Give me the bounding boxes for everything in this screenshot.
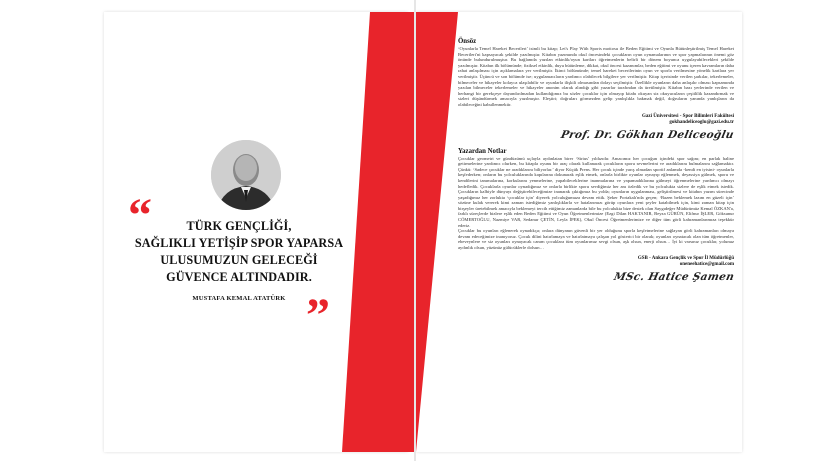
open-quote-mark: “: [128, 189, 152, 242]
foreword-affiliation: [458, 114, 734, 126]
affiliation-line: Gazi Üniversitesi - Spor Bilimleri Fakültesi: [642, 113, 734, 119]
red-diagonal-band: [340, 12, 460, 452]
notes-signature-text: MSc. Hatice Şamen: [612, 270, 736, 283]
motto-quote: [128, 218, 350, 286]
affiliation-email: gokhandeliceoglu@gazi.edu.tr: [669, 119, 734, 125]
foreword-signature-text: Prof. Dr. Gökhan Deliceoğlu: [559, 128, 736, 141]
affiliation-email: oneneehatice@gmail.com: [679, 261, 734, 267]
notes-heading: Yazardan Notlar: [458, 147, 507, 155]
notes-body-1: Çocuklar geometri ve gündüzümü uçlayla aydınlatan birer ‘Sirius’ yıldızıdır. Amacımız her çocuğun içindeki spor sağını; en parlak haline getirmelerine yardımcı olurken, bu kitapla oyunu bir araç olarak kullanarak çocukların sporu sevmelerini ve aradıklarını bulmalarını sağlamaktır. Çünkü: ‘Sadece çocuklar ne aradıklarını biliyorlar.’ diyor Küçük Prens. Her çocuk içinde yarış olmadan sportif anlamda -kendi en iyisini- oyunlarla keşfederken; onların bu yolculuklarında kapılarına dokunarak eşlik etmek, onlarla birlikte oyunlar oynayıp eğlenmek, deyassiya gülmek, sporu ve kendilerini tanımalarına, korkularını yenmelerine, yapabileceklerine inanmalarına ve yapamadıklarına gülmeyi öğrenmelerine yardımcı olmayı hedefledik. Çocuklarla oyunlar oynadığımız ve onlarla birlikte sporu sevdiğimiz her anı özledik ve bu yolculukta sizlere de eşlik etmek istedik. Çocukların kalbiyle dünyayı değiştirebileceğimize inanarak çıktığımız bu yolda; oyunların uygulanması, geliştirilmesi ve kitabın yazım sürecinde yaşadığımız her zorlukta ‘çocuklar için’ diyerek yolculuğumuza devam ettik. Şeker Portakalı'nda geçen; ‘Bazen beklemek lazım en güzeli için’ sözüne kulak vererek kimi zaman istediğimiz yanlışlıklarla ve hatalarımızı görüp oyunlara yeni şeyler katabilmek için, kimi zaman kitap için birşeyler üretebilmek amacıyla beklemeyi tercih ettiğimiz zamanlarda bile bu yolculukta bize destek olan Saygıdeğer Müdürümüz Kemal ÖZKAN'a, farklı süreçlerde bizlere eşlik eden Beden Eğitimi ve Oyun Öğretmenlerimize (Ezgi Dilan HAKTANIR, Beyza GÜRÜN, Elifnur İŞLER, Göksunur CÖMERTOĞLU, Nazmiye VAR, Sedanur ÇETİN, Leyla İPEK), Okul Öncesi Öğretmenlerimize ve diğer tüm görli kahramanlarımıza teşekkür ederiz.: [458, 155, 734, 228]
motto-line: SAĞLIKLI YETİŞİP SPOR YAPARSA: [134, 236, 344, 250]
close-quote-mark: ”: [306, 289, 330, 342]
notes-affiliation: [458, 256, 734, 268]
quote-author: MUSTAFA KEMAL ATATÜRK: [192, 295, 286, 302]
motto-line: TÜRK GENÇLİĞİ,: [186, 219, 292, 233]
foreword-body: ‘Oyunlarla Temel Hareket Becerileri’ isimli bu kitap; Let's Play With Sports mottosu ile Beden Eğitimi ve Oyunla Bütünleştirilmiş Temel Hareket Becerileri'ni kapsayacak şekilde yazılmıştır. Kitabın yazımında okul öncesindeki çocukların oyun oynamalarının ve spor yapmalarının önemi göz önünde bulundurulmuştur. Bu bağlamda yazılan etkinlik/oyun kartları öğretmenlerin belirli bir dönem boyunca uygulayabilecekleri şekilde yazılmıştır. Kitabın ilk bölümünde; fiziksel etkinlik, duyu bütünleme, dikkat, okul öncesi kazanımlar, beden eğitimi ve oyunu içeren kavramların daha rahat anlaşılması için açıklamalara yer verilmiştir. İkinci bölümünde; temel hareket becerilerinin oyun ve sporla verilmesine yönelik kartlara yer verilmiştir. Üçüncü ve son bölümde ise; uygulamacıların yardımcı olabilecek bilgilere yer verilmiştir. Kitap içerisinde verilen şarkılar, tekerlemeler, bilmeceler ve hikayeler kolayca ulaşılabilir ve oyunlarla ilişkili olmasından dolayı seçilmiştir. Özellikle oyunların daha anlaşılır olması kapsamında yazılan bilmeceler tekerlemeler ve hikayeler anonim olarak alındığı gibi yazarlar tarafından da üretilmiştir. Kitabın bazı yerlerinde verilen ve herhangi bir gerekçeye dayandırılmadan kullandığımız bu sözler çocuklar için olmayıp kitabı okuyan siz okuyucuların çeşitlilik kazandırmak ve sizleri düşündürmek amacıyla yazılmıştır. Eleştiri; doğruları görmezden gelip yanlışlıkla bakmak değil, doğruların yanında yanlışların da olabileceğini kabullenmektir.: [458, 46, 735, 107]
ataturk-portrait-image: [211, 140, 281, 210]
affiliation-line: GSB - Ankara Gençlik ve Spor İl Müdürlüğü: [637, 255, 734, 261]
page-spine: [414, 0, 416, 461]
notes-body-2: Çocuklar bu oyunları eğlenerek oynadıkça; onlara dünyanın güvenli bir yer olduğunu sporla keşfetmelerine sağlayan görli kahramanları olmaya devam edeceğimize inanıyoruz. Çocuk dilini hatırlamaya ve hatırlatmaya çalışan yol gösterici bir olarak; oyunları oynatacak olan tüm öğretmenler, ebeveynlere ve siz oyunları oynayacak canım çocuklara tüm oyunlarımız sevgi olsun, aşk olsun, enerji olsun… İyi ki varsınız çocuklar, yolunuz aydınlık olsun, yüzünüz gülücüklerle dolsun…: [458, 228, 734, 251]
right-page-content: [458, 38, 734, 283]
motto-line: ULUSUMUZUN GELECEĞİ: [160, 253, 318, 267]
notes-signature: [458, 271, 734, 283]
motto-line: GÜVENCE ALTINDADIR.: [166, 270, 312, 284]
foreword-signature: [458, 129, 734, 141]
foreword-heading: Önsöz: [458, 38, 477, 45]
